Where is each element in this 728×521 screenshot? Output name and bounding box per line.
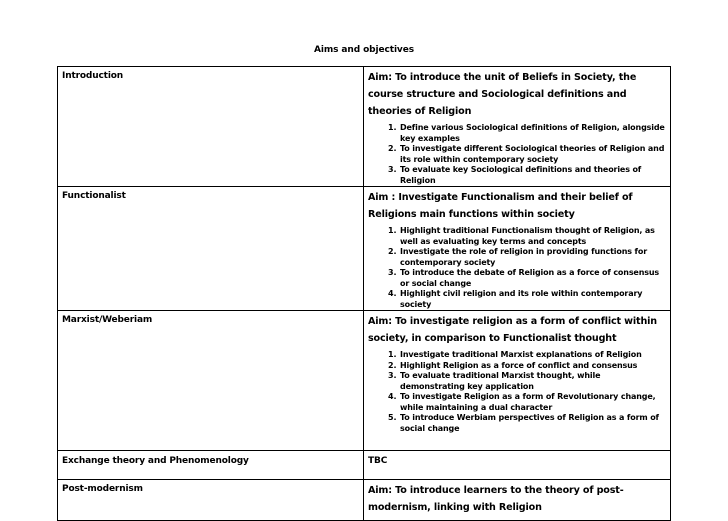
objective-item: 3. To evaluate key Sociological definitions and theories of Religion — [399, 165, 666, 186]
objective-item: 2. Investigate the role of religion in providing functions for contemporary society — [399, 247, 666, 268]
objective-item: 2. Highlight Religion as a force of conflict and consensus — [399, 361, 666, 372]
objective-item: 3. To introduce the debate of Religion as a force of consensus or social change — [399, 268, 666, 289]
topic-cell — [58, 451, 364, 480]
topic-cell — [58, 187, 364, 311]
objective-item: 5. To introduce Werbiam perspectives of Religion as a form of social change — [399, 413, 666, 434]
table-row-marxist-weberiam — [58, 311, 671, 451]
document-title: Aims and objectives — [314, 45, 414, 55]
aims-cell — [364, 451, 671, 480]
table-row-introduction — [58, 67, 671, 187]
table-row-exchange-phenomenology — [58, 451, 671, 480]
topic-cell — [58, 67, 364, 187]
objectives-list — [368, 226, 666, 310]
topic-cell — [58, 480, 364, 521]
objective-item: 1. Define various Sociological definitions of Religion, alongside key examples — [399, 123, 666, 144]
topic-label: Marxist/Weberiam — [62, 315, 153, 325]
table-row-functionalist — [58, 187, 671, 311]
table-row-post-modernism — [58, 480, 671, 521]
objectives-list — [368, 123, 666, 186]
topic-cell — [58, 311, 364, 451]
objective-item: 2. To investigate different Sociological theories of Religion and its role within contemporary society — [399, 144, 666, 165]
topic-label: Functionalist — [62, 191, 126, 201]
aim-text: Aim: To introduce learners to the theory of post-modernism, linking with Religion — [368, 485, 624, 513]
topic-label: Introduction — [62, 71, 124, 81]
objective-item: 4. Highlight civil religion and its role within contemporary society — [399, 289, 666, 310]
aims-cell — [364, 67, 671, 187]
aim-text: Aim: To introduce the unit of Beliefs in Society, the course structure and Sociological definitions and theories of Religion — [368, 72, 637, 117]
aims-cell — [364, 311, 671, 451]
topic-label: Post-modernism — [62, 484, 143, 494]
aim-text: Aim: To investigate religion as a form of conflict within society, in comparison to Functionalist thought — [368, 316, 657, 344]
aims-objectives-table — [57, 66, 671, 521]
aims-cell — [364, 480, 671, 521]
aims-cell — [364, 187, 671, 311]
objective-item: 4. To investigate Religion as a form of Revolutionary change, while maintaining a dual character — [399, 392, 666, 413]
aim-text: TBC — [368, 456, 388, 466]
objectives-list — [368, 350, 666, 434]
objective-item: 1. Investigate traditional Marxist explanations of Religion — [399, 350, 666, 361]
objective-item: 1. Highlight traditional Functionalism thought of Religion, as well as evaluating key terms and concepts — [399, 226, 666, 247]
aim-text: Aim : Investigate Functionalism and their belief of Religions main functions within society — [368, 192, 633, 220]
objective-item: 3. To evaluate traditional Marxist thought, while demonstrating key application — [399, 371, 666, 392]
topic-label: Exchange theory and Phenomenology — [62, 456, 249, 466]
